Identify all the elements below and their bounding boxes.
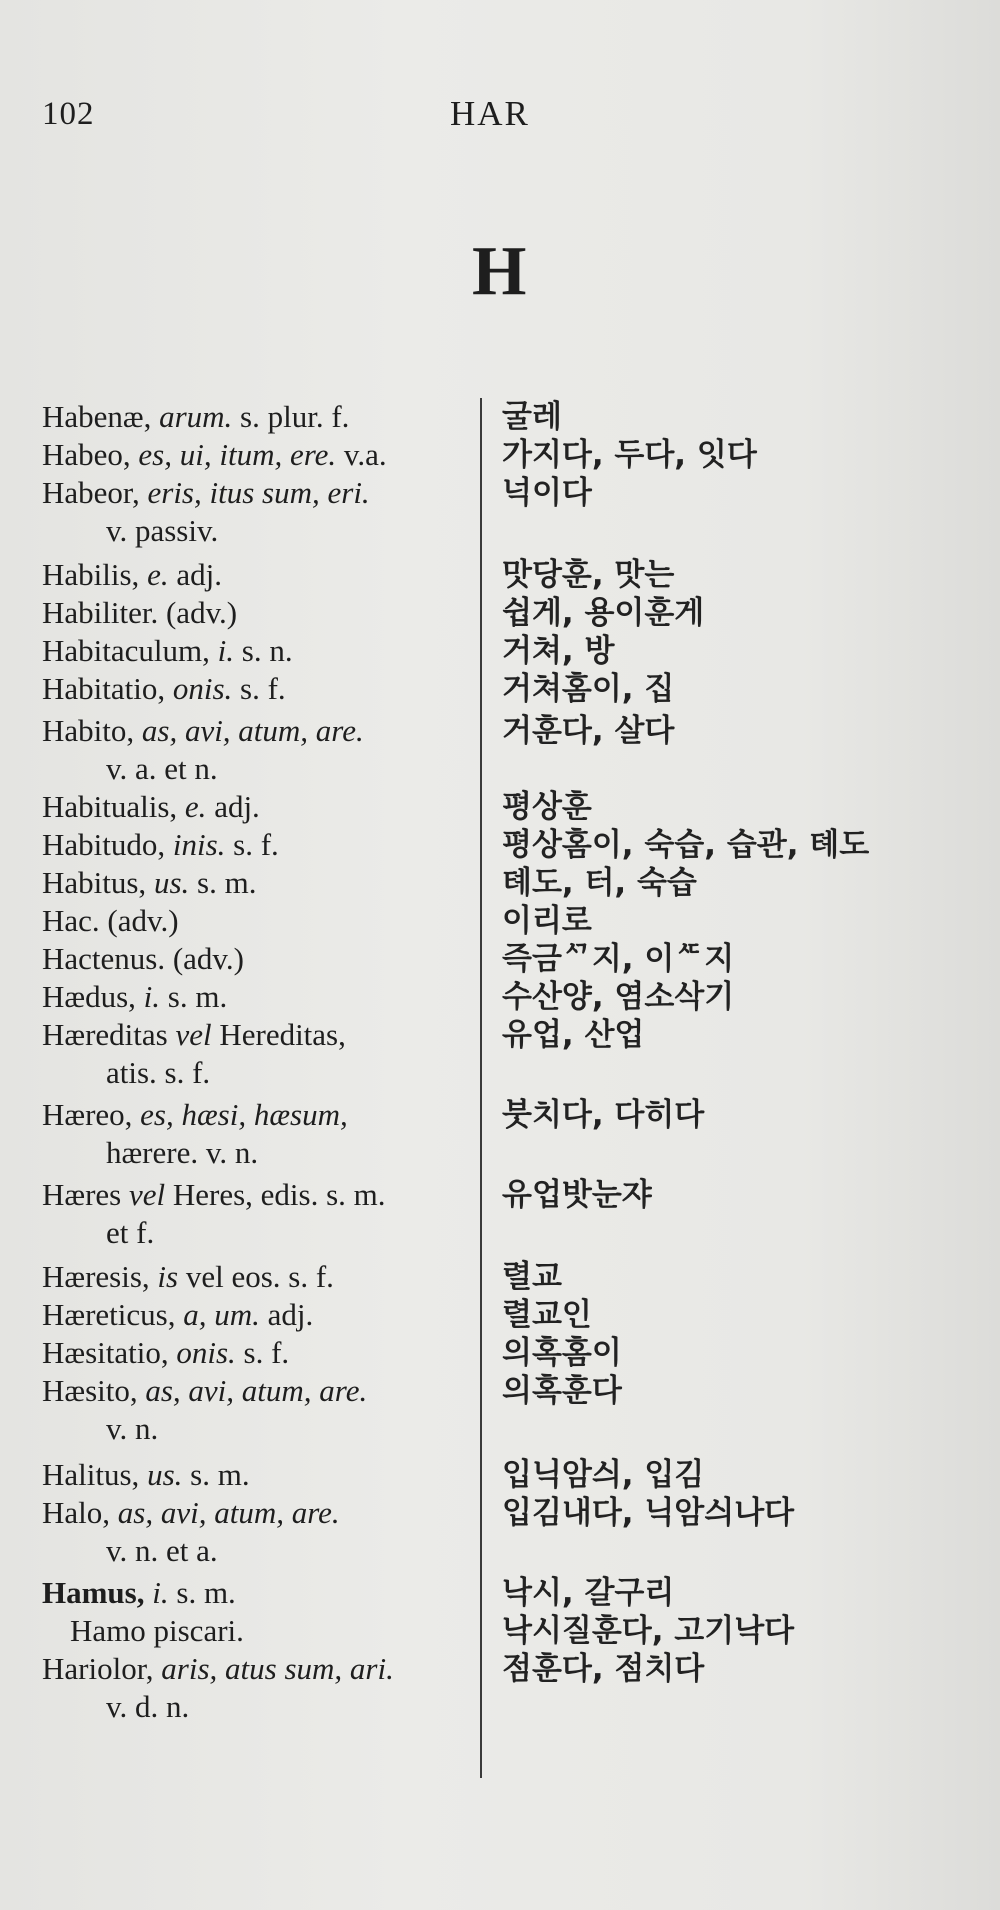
latin-headword bbox=[42, 902, 472, 940]
korean-gloss: 붓치다, 다히다 bbox=[502, 1097, 705, 1133]
entry-forms: as, avi, atum, are. bbox=[141, 713, 364, 748]
entry-lemma: Halitus, bbox=[42, 1457, 140, 1492]
entry-grammar: s. m. bbox=[167, 979, 228, 1014]
dictionary-entry bbox=[42, 1612, 1000, 1650]
korean-gloss: 거쳐, 방 bbox=[502, 633, 615, 669]
entry-continuation: et f. bbox=[106, 1215, 155, 1250]
entry-grammar: Hereditas, bbox=[219, 1017, 346, 1052]
dictionary-entries bbox=[42, 398, 1000, 1726]
entry-lemma: Habitatio, bbox=[42, 671, 166, 706]
latin-headword bbox=[42, 940, 472, 978]
dictionary-entry bbox=[42, 1258, 1000, 1296]
entry-lemma: Habenæ, bbox=[42, 399, 152, 434]
entry-continuation: v. n. bbox=[106, 1411, 159, 1446]
entry-forms: is bbox=[157, 1259, 179, 1294]
entry-forms: inis. bbox=[172, 827, 226, 862]
entry-forms: onis. bbox=[172, 671, 233, 706]
page-number: 102 bbox=[42, 96, 95, 132]
entry-continuation: v. d. n. bbox=[106, 1689, 190, 1724]
entry-lemma: Habiliter. bbox=[42, 595, 159, 630]
dictionary-entry bbox=[42, 1494, 1000, 1570]
latin-headword bbox=[42, 712, 472, 788]
entry-grammar: (adv.) bbox=[165, 595, 238, 630]
entry-forms: i. bbox=[143, 979, 161, 1014]
entry-forms: es, hæsi, hæsum, bbox=[140, 1097, 348, 1132]
entry-lemma: Hæsitatio, bbox=[42, 1335, 169, 1370]
latin-headword bbox=[42, 670, 472, 708]
korean-gloss: 거쳐홈이, 집 bbox=[502, 671, 675, 707]
dictionary-entry bbox=[42, 1016, 1000, 1092]
entry-grammar: s. m. bbox=[190, 1457, 250, 1492]
korean-gloss: 쉽게, 용이훈게 bbox=[502, 595, 705, 631]
dictionary-entry bbox=[42, 436, 1000, 474]
entry-lemma: Hæreo, bbox=[42, 1097, 133, 1132]
dictionary-entry bbox=[42, 712, 1000, 788]
korean-gloss: 의혹훈다 bbox=[502, 1373, 622, 1409]
entry-grammar: (adv.) bbox=[107, 903, 179, 938]
entry-continuation: v. passiv. bbox=[106, 513, 219, 548]
dictionary-entry bbox=[42, 1456, 1000, 1494]
dictionary-entry bbox=[42, 1650, 1000, 1726]
korean-gloss: 입닉암싀, 입김 bbox=[502, 1457, 705, 1493]
entry-lemma: Hactenus. bbox=[42, 941, 166, 976]
korean-gloss: 낙시질훈다, 고기낙다 bbox=[502, 1613, 795, 1649]
latin-headword bbox=[42, 556, 472, 594]
dictionary-entry bbox=[42, 902, 1000, 940]
latin-headword bbox=[42, 1258, 472, 1296]
entry-lemma: Hariolor, bbox=[42, 1651, 154, 1686]
dictionary-entry bbox=[42, 1176, 1000, 1252]
entry-forms: vel bbox=[175, 1017, 212, 1052]
dictionary-entry bbox=[42, 940, 1000, 978]
dictionary-entry bbox=[42, 826, 1000, 864]
latin-headword bbox=[42, 1016, 472, 1092]
korean-gloss: 가지다, 두다, 잇다 bbox=[502, 437, 757, 473]
entry-forms: us. bbox=[147, 1457, 183, 1492]
entry-forms: aris, atus sum, ari. bbox=[161, 1651, 394, 1686]
entry-grammar: Heres, edis. s. m. bbox=[172, 1177, 386, 1212]
korean-gloss: 굴레 bbox=[502, 399, 562, 435]
entry-lemma: Habito, bbox=[42, 713, 135, 748]
latin-headword bbox=[42, 632, 472, 670]
latin-headword bbox=[42, 788, 472, 826]
section-letter: H bbox=[472, 233, 527, 310]
dictionary-entry bbox=[42, 788, 1000, 826]
dictionary-entry bbox=[42, 670, 1000, 708]
entry-lemma: Hac. bbox=[42, 903, 100, 938]
dictionary-entry bbox=[42, 864, 1000, 902]
dictionary-entry bbox=[42, 1574, 1000, 1612]
entry-lemma: Habitaculum, bbox=[42, 633, 210, 668]
latin-headword bbox=[42, 594, 472, 632]
entry-forms: e. bbox=[147, 557, 169, 592]
entry-forms: e. bbox=[184, 789, 207, 824]
entry-forms: arum. bbox=[159, 399, 233, 434]
entry-forms: vel bbox=[128, 1177, 166, 1212]
korean-gloss: 렬교인 bbox=[502, 1297, 592, 1333]
dictionary-entry bbox=[42, 1334, 1000, 1372]
entry-continuation: hærere. v. n. bbox=[106, 1135, 259, 1170]
entry-forms: eris, itus sum, eri. bbox=[147, 475, 370, 510]
latin-headword bbox=[42, 474, 472, 550]
latin-headword bbox=[42, 1372, 472, 1448]
entry-forms: i. bbox=[152, 1575, 169, 1610]
latin-headword bbox=[42, 1096, 472, 1172]
entry-grammar: s. f. bbox=[233, 827, 279, 862]
latin-headword bbox=[42, 398, 472, 436]
dictionary-entry bbox=[42, 594, 1000, 632]
latin-headword bbox=[42, 1296, 472, 1334]
entry-continuation: v. n. et a. bbox=[106, 1533, 218, 1568]
entry-grammar: adj. bbox=[214, 789, 260, 824]
entry-grammar: adj. bbox=[176, 557, 222, 592]
entry-grammar: s. plur. f. bbox=[240, 399, 350, 434]
latin-headword bbox=[42, 864, 472, 902]
entry-forms: es, ui, itum, ere. bbox=[138, 437, 337, 472]
entry-forms: a, um. bbox=[183, 1297, 260, 1332]
entry-grammar: vel eos. s. f. bbox=[185, 1259, 334, 1294]
entry-continuation: v. a. et n. bbox=[106, 751, 218, 786]
entry-lemma: Hæresis, bbox=[42, 1259, 150, 1294]
korean-gloss: 유업밧눈쟈 bbox=[502, 1177, 652, 1213]
korean-gloss: 유업, 산업 bbox=[502, 1017, 645, 1053]
latin-headword bbox=[42, 1456, 472, 1494]
korean-gloss: 점훈다, 점치다 bbox=[502, 1651, 705, 1687]
dictionary-entry bbox=[42, 398, 1000, 436]
korean-gloss: 톄도, 터, 숙습 bbox=[502, 865, 697, 901]
entry-forms: as, avi, atum, are. bbox=[145, 1373, 368, 1408]
latin-headword bbox=[42, 978, 472, 1016]
korean-gloss: 평상홈이, 숙습, 습관, 톄도 bbox=[502, 827, 870, 863]
entry-grammar: (adv.) bbox=[172, 941, 244, 976]
entry-lemma: Hæreticus, bbox=[42, 1297, 176, 1332]
entry-lemma: Hamus, bbox=[42, 1575, 145, 1610]
dictionary-entry bbox=[42, 632, 1000, 670]
korean-gloss: 맛당훈, 맛는 bbox=[502, 557, 675, 593]
entry-grammar: s. m. bbox=[197, 865, 257, 900]
latin-headword bbox=[42, 1494, 472, 1570]
korean-gloss: 넉이다 bbox=[502, 475, 592, 511]
entry-grammar: s. m. bbox=[176, 1575, 236, 1610]
entry-forms: as, avi, atum, are. bbox=[117, 1495, 340, 1530]
dictionary-entry bbox=[42, 1096, 1000, 1172]
dictionary-entry bbox=[42, 978, 1000, 1016]
entry-grammar: v.a. bbox=[343, 437, 387, 472]
entry-lemma: Habilis, bbox=[42, 557, 140, 592]
entry-grammar: s. n. bbox=[241, 633, 293, 668]
entry-lemma: Halo, bbox=[42, 1495, 111, 1530]
latin-headword bbox=[42, 826, 472, 864]
korean-gloss: 즉금ᄭ지, 이ᄯ지 bbox=[502, 941, 735, 977]
entry-forms: us. bbox=[153, 865, 190, 900]
korean-gloss: 거훈다, 살다 bbox=[502, 713, 675, 749]
entry-lemma: Habitudo, bbox=[42, 827, 166, 862]
dictionary-entry bbox=[42, 1372, 1000, 1448]
entry-lemma: Habeo, bbox=[42, 437, 131, 472]
entry-grammar: s. f. bbox=[240, 671, 286, 706]
entry-lemma: Habitus, bbox=[42, 865, 147, 900]
korean-gloss: 의혹홈이 bbox=[502, 1335, 622, 1371]
korean-gloss: 수산양, 염소삭기 bbox=[502, 979, 735, 1015]
entry-lemma: Hædus, bbox=[42, 979, 136, 1014]
latin-headword bbox=[42, 436, 472, 474]
entry-lemma: Habeor, bbox=[42, 475, 140, 510]
entry-forms: onis. bbox=[176, 1335, 236, 1370]
entry-grammar: adj. bbox=[267, 1297, 314, 1332]
running-head: HAR bbox=[450, 94, 530, 133]
latin-headword bbox=[42, 1334, 472, 1372]
dictionary-entry bbox=[42, 1296, 1000, 1334]
korean-gloss: 낙시, 갈구리 bbox=[502, 1575, 675, 1611]
latin-headword bbox=[42, 1650, 472, 1726]
latin-headword bbox=[42, 1574, 472, 1612]
entry-continuation: atis. s. f. bbox=[106, 1055, 211, 1090]
korean-gloss: 평상훈 bbox=[502, 789, 592, 825]
dictionary-entry bbox=[42, 474, 1000, 550]
korean-gloss: 렬교 bbox=[502, 1259, 562, 1295]
korean-gloss: 이리로 bbox=[502, 903, 592, 939]
latin-headword bbox=[42, 1176, 472, 1252]
entry-lemma: Hæsito, bbox=[42, 1373, 138, 1408]
entry-lemma: Habitualis, bbox=[42, 789, 178, 824]
entry-forms: i. bbox=[217, 633, 234, 668]
entry-lemma: Hæreditas bbox=[42, 1017, 168, 1052]
latin-headword bbox=[42, 1612, 472, 1650]
entry-lemma: Hamo piscari. bbox=[70, 1613, 244, 1648]
dictionary-entry bbox=[42, 556, 1000, 594]
korean-gloss: 입김내다, 닉암싀나다 bbox=[502, 1495, 795, 1531]
entry-grammar: s. f. bbox=[243, 1335, 290, 1370]
entry-lemma: Hæres bbox=[42, 1177, 122, 1212]
